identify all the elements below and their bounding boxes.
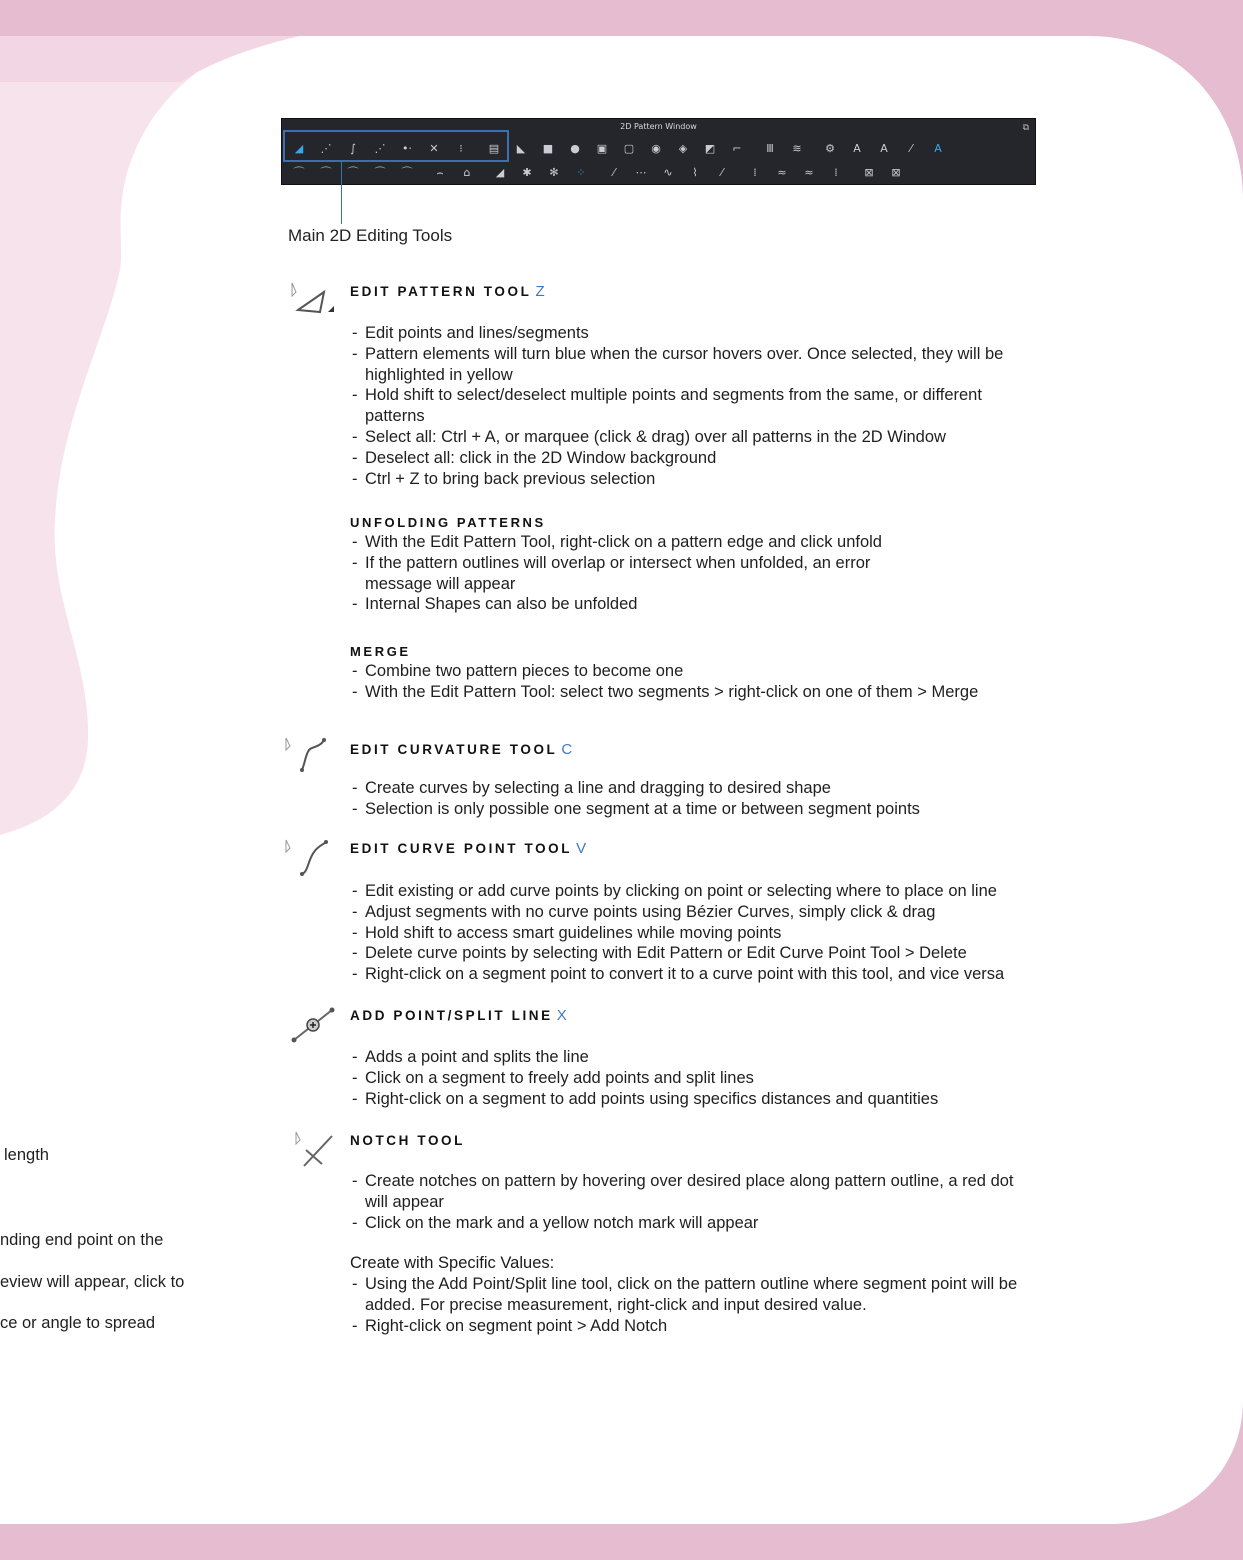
list-item: - Click on a segment to freely add points and split lines [350, 1068, 1040, 1089]
tack-icon[interactable]: ⌢ [436, 166, 444, 179]
edit-sewing-icon[interactable]: ⌒ [374, 166, 386, 179]
pleat-icon[interactable]: ⌐ [732, 142, 742, 155]
edit-curvature-shortcut: C [561, 741, 574, 758]
pin-icon[interactable]: ⌂ [463, 166, 471, 179]
list-item: - Pattern elements will turn blue when the cursor hovers over. Once selected, they will be highlighted in yellow [350, 344, 1040, 386]
text-edit-icon[interactable]: ⚙ [825, 142, 835, 155]
list-item: - Click on the mark and a yellow notch mark will appear [350, 1213, 1040, 1234]
list-item: - Edit points and lines/segments [350, 323, 1040, 344]
list-item: - With the Edit Pattern Tool, right-click on a pattern edge and click unfold [350, 532, 910, 553]
left-fragment-text: eview will appear, click to [0, 1273, 185, 1291]
list-item: - Hold shift to access smart guidelines while moving points [350, 923, 1040, 944]
zigzag-icon[interactable]: ⋯ [635, 166, 647, 179]
add-point-title: ADD POINT/SPLIT LINE [350, 1008, 553, 1023]
edit-curvature-list [350, 778, 1040, 820]
edit-curve-point-icon [282, 838, 340, 882]
rectangle-icon[interactable]: ■ [542, 142, 554, 155]
main-tools-highlight [283, 130, 509, 162]
list-item: - Using the Add Point/Split line tool, click on the pattern outline where segment point will be added. For precise measurement, right-click and input desired value. [350, 1274, 1040, 1316]
toolbar-row-2 [290, 163, 914, 183]
internal-rectangle-icon[interactable]: ▢ [623, 142, 635, 155]
free-sewing-icon[interactable]: ⌒ [320, 166, 332, 179]
edit-curve-point-list [350, 881, 1040, 985]
ruler-icon[interactable]: ⁞ [753, 166, 757, 179]
segment-icon[interactable]: ✕ [429, 142, 439, 155]
list-item: - Create curves by selecting a line and dragging to desired shape [350, 778, 1040, 799]
left-fragment-text: ce or angle to spread [0, 1314, 156, 1332]
list-item: - If the pattern outlines will overlap or intersect when unfolded, an error message will appear [350, 553, 910, 595]
specific-values-label: Create with Specific Values: [350, 1254, 555, 1273]
edit-curve-point-heading [350, 840, 1040, 858]
segment-sewing-icon[interactable]: ⌒ [293, 166, 305, 179]
list-item: - Select all: Ctrl + A, or marquee (click & drag) over all patterns in the 2D Window [350, 427, 1040, 448]
m-n-sewing-icon[interactable]: ⌒ [347, 166, 359, 179]
text-icon[interactable]: ≋ [792, 142, 802, 155]
callout-line [341, 162, 342, 224]
avatar-icon[interactable]: A [934, 142, 942, 155]
list-item: - Ctrl + Z to bring back previous selection [350, 469, 1040, 490]
list-item: - Right-click on a segment point to convert it to a curve point with this tool, and vice versa [350, 964, 1040, 985]
unfolding-list [350, 532, 910, 615]
list-item: - Adds a point and splits the line [350, 1047, 1040, 1068]
edit-pattern-shortcut: Z [535, 283, 546, 300]
symmetry-icon[interactable]: ⊠ [864, 166, 874, 179]
edit-curvature-icon[interactable]: ⋰ [320, 142, 332, 155]
notch-icon[interactable]: •⋅ [402, 142, 412, 155]
list-item: - Right-click on segment point > Add Notch [350, 1316, 1040, 1337]
list-item: - Deselect all: click in the 2D Window background [350, 448, 1040, 469]
measure-icon[interactable]: ⁄ [721, 166, 723, 179]
left-fragment-text: length [4, 1146, 49, 1164]
edit-pattern-heading [350, 283, 1040, 301]
brush-icon[interactable]: A [853, 142, 861, 155]
list-item: - Hold shift to select/deselect multiple points and segments from the same, or different patterns [350, 385, 1040, 427]
circle-icon[interactable]: ● [570, 142, 580, 155]
edit-pattern-icon [282, 280, 340, 324]
line-icon[interactable]: ⁄ [613, 166, 615, 179]
edit-pattern-title: EDIT PATTERN TOOL [350, 284, 532, 299]
list-item: - Create notches on pattern by hovering over desired place along pattern outline, a red dot will appear [350, 1171, 1040, 1213]
edit-curve-point-section [350, 840, 1040, 985]
pattern-group-icon[interactable]: ▤ [488, 142, 500, 155]
snap-icon[interactable]: ⁞ [834, 166, 838, 179]
text-color-icon[interactable]: A [880, 142, 888, 155]
list-item: - With the Edit Pattern Tool: select two segments > right-click on one of them > Merge [350, 682, 1040, 703]
grid-icon[interactable]: ≈ [804, 166, 814, 179]
grading-icon[interactable]: ≈ [777, 166, 787, 179]
list-item: - Combine two pattern pieces to become one [350, 661, 1040, 682]
add-point-icon[interactable]: ⋰ [374, 142, 386, 155]
edit-pattern-section [350, 283, 1040, 489]
internal-polygon-icon[interactable]: ▣ [596, 142, 608, 155]
toolbar-title: 2D Pattern Window [620, 122, 697, 131]
add-point-list [350, 1047, 1040, 1109]
specific-values-list [350, 1274, 1040, 1336]
list-item: - Adjust segments with no curve points using Bézier Curves, simply click & drag [350, 902, 1040, 923]
list-item: - Edit existing or add curve points by clicking on point or selecting where to place on line [350, 881, 1040, 902]
unfolding-section [350, 514, 910, 615]
add-point-section [350, 1007, 1040, 1109]
notch-section [350, 1132, 1040, 1337]
check-sewing-icon[interactable]: ⌒ [401, 166, 413, 179]
list-item: - Selection is only possible one segment at a time or between segment points [350, 799, 1040, 820]
trace-icon[interactable]: ⁘ [576, 166, 586, 179]
list-item: - Right-click on a segment to add points using specifics distances and quantities [350, 1089, 1040, 1110]
seam-icon[interactable]: ⌇ [692, 166, 698, 179]
detach-icon[interactable]: ⧉ [1022, 122, 1029, 132]
stitch-icon[interactable]: ✻ [549, 166, 559, 179]
fold-arrangement-icon[interactable]: ◢ [495, 166, 505, 179]
fabric-icon[interactable]: ⁄ [910, 142, 912, 155]
edit-pattern-list [350, 323, 1040, 489]
sewing-icon[interactable]: Ⅲ [766, 142, 774, 155]
edit-curvature-heading [350, 741, 1040, 759]
puckering-icon[interactable]: ✱ [522, 166, 532, 179]
unfolding-heading: UNFOLDING PATTERNS [350, 515, 546, 530]
merge-heading: MERGE [350, 644, 411, 659]
symmetry-edit-icon[interactable]: ⊠ [891, 166, 901, 179]
list-item: - Delete curve points by selecting with Edit Pattern or Edit Curve Point Tool > Delete [350, 943, 1040, 964]
left-fragment-text: nding end point on the [0, 1231, 164, 1249]
fold-icon[interactable]: ◩ [704, 142, 716, 155]
internal-circle-icon[interactable]: ◉ [651, 142, 661, 155]
add-point-shortcut: X [556, 1007, 568, 1024]
edit-curvature-section [350, 741, 1040, 820]
edit-curvature-icon [282, 736, 340, 780]
merge-section [350, 643, 1040, 703]
callout-label: Main 2D Editing Tools [288, 226, 453, 245]
move-icon[interactable]: ⁝ [459, 142, 463, 155]
edit-pattern-icon[interactable]: ◢ [294, 142, 304, 155]
dart-icon[interactable]: ◈ [678, 142, 688, 155]
add-point-icon [282, 1004, 340, 1048]
notch-list [350, 1171, 1040, 1233]
edit-curvature-title: EDIT CURVATURE TOOL [350, 742, 558, 757]
notch-icon [282, 1130, 340, 1174]
edit-curve-point-icon[interactable]: ∫ [350, 142, 356, 155]
edit-curve-point-shortcut: V [576, 840, 588, 857]
merge-list [350, 661, 1040, 703]
add-point-heading [350, 1007, 1040, 1025]
notch-heading: NOTCH TOOL [350, 1133, 465, 1148]
polygon-icon[interactable]: ◣ [516, 142, 526, 155]
edit-curve-point-title: EDIT CURVE POINT TOOL [350, 841, 573, 856]
list-item: - Internal Shapes can also be unfolded [350, 594, 910, 615]
topstitch-icon[interactable]: ∿ [663, 166, 673, 179]
